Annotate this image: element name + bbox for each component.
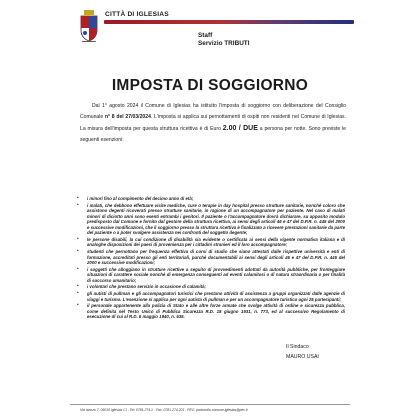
header-color-bar [104, 20, 354, 24]
list-item: • i soggetti che alloggiano in strutture ricettive a seguito di provvedimenti adottati da autorità pubbliche, per fronteggiare situazioni di carattere sociale nonché di emergenza conseguenti ad eventi calamitosi o di natura straordinaria o per finalità di soccorso umanitario; [77, 266, 345, 283]
footer-contacts: Via Isonzo 7, 09016 Iglesias CI - Tel: 0781.274.1 - Fax: 0781.274.201 - PEC: protocollo.comune.iglesias@pec.it [80, 408, 248, 412]
list-item: • i malati, che debbono effettuare visite mediche, cure o terapie in day hospital presso strutture sanitarie, nonché coloro che assistono degenti ricoverati presso strutture sanitarie, in ragione di un accompagnatore per paziente. Nel caso di malati minori di diciotto anni sono esenti entrambi i genitori. Il paziente o l'accompagnatore dovrà dichiarare, su apposito modulo predisposto dal Comune e fornito dal gestore della struttura ricettiva, ai sensi degli articoli 46 e 47 del D.P.R. n. 445 del 2000 e successive modificazioni, che il soggiorno presso la struttura ricettiva è finalizzato a ricevere prestazioni sanitarie da parte del paziente o a poter svolgere assistenza nei confronti del soggetto degente; [77, 202, 345, 236]
footer-divider [70, 404, 350, 405]
list-item: • studenti che pernottano per frequenza effettiva di corsi di studio che siano attestati dalle rispettive università e enti di formazione, accreditati presso gli enti territoriali, purché documentabili ai sensi degli articoli 46 e 47 del D.P.R. n. 445 del 2000 e successive modificazioni; [77, 249, 345, 266]
bullet-icon: • [77, 291, 79, 297]
intro-text-3: a persona per notte. Sono previste le seguenti esenzioni: [80, 126, 346, 143]
list-item: • i minori fino al compimento del decimo anno di età; [77, 196, 194, 201]
bullet-icon: • [77, 303, 79, 309]
list-item: • le persone disabili, la cui condizione di disabilità sia evidente o certificata ai sensi della vigente normativa italiana e di analoghe disposizioni dei paesi di provenienza per i cittadini stranieri ed il loro accompagnatore; [77, 236, 345, 248]
tax-amount: 2.00 / DUE [222, 125, 258, 132]
city-name: CITTÀ DI IGLESIAS [105, 11, 169, 18]
city-crest-icon [80, 10, 98, 42]
office-label: Servizio TRIBUTI [198, 40, 250, 47]
bullet-icon: • [77, 196, 79, 201]
bullet-icon: • [77, 236, 79, 242]
bullet-icon: • [77, 266, 79, 272]
bullet-icon: • [77, 202, 79, 208]
deliberation-ref: n° 8 del 27/03/2024 [104, 114, 151, 120]
list-item: • gli autisti di pullman e gli accompagnatori turistici che prestano attività di assistenza a gruppi organizzati dalle agenzie di viaggi e turismo. L'esenzione si applica per ogni autista di pullman e per un accompagnatore turistico ogni 25 partecipanti; [77, 291, 345, 302]
list-item: • i volontari che prestano servizio in occasione di calamità; [77, 284, 207, 290]
exemptions-list [77, 196, 345, 321]
intro-text-2: . L'imposta si applica sui pernottamenti di ospiti non residenti nel Comune di Iglesias. La misura dell'imposta per questa struttura ricettiva è di Euro [80, 114, 346, 132]
staff-label: Staff [198, 32, 213, 39]
intro-text-1: Dal 1° agosto 2024 il Comune di Iglesias ha istituito l'imposta di soggiorno con deliberazione del Consiglio Comunale [80, 103, 346, 120]
page-title: IMPOSTA DI SOGGIORNO [111, 77, 309, 94]
intro-paragraph [80, 101, 346, 146]
signer-role: Il Sindaco [286, 344, 309, 350]
list-item: • il personale appartenente alla polizia di Stato e alle altre forze armate che svolge attività di ordine e sicurezza pubblica, come definita nel Testo Unico di Pubblica Sicurezza R.D. 18 giugno 1931, n. 773, ed al successivo Regolamento di esecuzione di cui al R.D. 6 maggio 1940, n. 635. [77, 303, 345, 320]
bullet-icon: • [77, 284, 79, 290]
signer-name: MAURO USAI [286, 354, 319, 360]
signature-block [286, 342, 319, 362]
office-heading [198, 32, 250, 48]
bullet-icon: • [77, 249, 79, 255]
